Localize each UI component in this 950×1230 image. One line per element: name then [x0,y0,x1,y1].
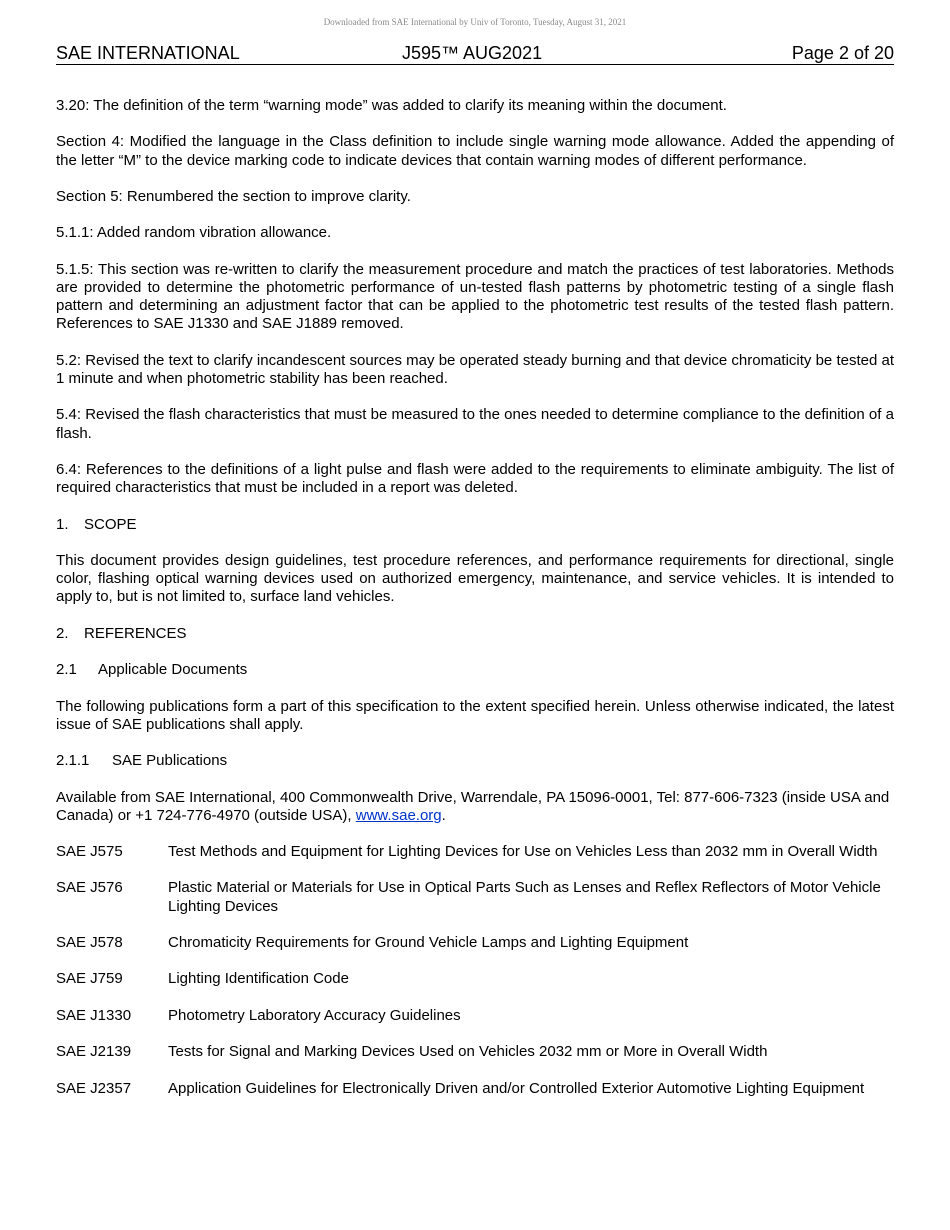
section-heading-references [56,625,894,643]
section-number: 1. [56,515,69,533]
publication-code: SAE J2139 [56,1043,132,1061]
header-page-number: Page 2 of 20 [791,43,894,63]
publication-code: SAE J759 [56,970,123,988]
change-note: 3.20: The definition of the term “warning mode” was added to clarify its meaning within the document. [56,97,727,114]
subsection-heading-sae-publications [56,752,894,770]
change-note: 5.1.5: This section was re-written to clarify the measurement procedure and match the practices of test laboratories. Methods are provided to determine the photometric performance of un-tested flash patterns by photometric testing of a single flash pattern and determining an adjustment factor that can be applied to the photometric test results of the tested flash pattern. References to SAE J1330 and SAE J1889 removed. [56,260,894,333]
section-number: 2.1.1 [56,752,90,770]
section-title: Applicable Documents [98,661,248,679]
change-note: 5.4: Revised the flash characteristics that must be measured to the ones needed to determine compliance to the definition of a flash. [56,406,894,442]
publication-row [56,1080,894,1098]
sae-website-link[interactable]: www.sae.org [355,806,442,824]
publication-title: Tests for Signal and Marking Devices Used on Vehicles 2032 mm or More in Overall Width [168,1043,768,1061]
publication-code: SAE J578 [56,934,123,952]
section-title: SCOPE [84,515,137,533]
availability-suffix: . [441,806,446,824]
publication-row [56,970,894,988]
applicable-documents-text: The following publications form a part of this specification to the extent specified herein. Unless otherwise indicated, the latest issue of SAE publications shall apply. [56,697,894,733]
publication-code: SAE J1330 [56,1006,132,1024]
change-note: 5.2: Revised the text to clarify incandescent sources may be operated steady burning and that device chromaticity be tested at 1 minute and when photometric stability has been reached. [56,351,894,387]
sae-availability-text [56,789,894,825]
publication-code: SAE J2357 [56,1079,132,1097]
scope-text: This document provides design guidelines, test procedure references, and performance requirements for directional, single color, flashing optical warning devices used on authorized emergency, maintenance, and service vehicles. It is intended to apply to, but is not limited to, surface land vehicles. [56,551,894,606]
publication-row [56,879,894,915]
change-note: 5.1.1: Added random vibration allowance. [56,224,332,242]
download-watermark: Downloaded from SAE International by Univ of Toronto, Tuesday, August 31, 2021 [323,17,627,27]
publication-title: Lighting Identification Code [168,970,349,988]
section-number: 2. [56,624,69,642]
document-body [56,97,894,1116]
availability-text: Available from SAE International, 400 Commonwealth Drive, Warrendale, PA 15096-0001, Tel: 877-606-7323 (inside USA and Canada) or +1 724-776-4970 (outside USA), [56,788,890,824]
publication-title: Chromaticity Requirements for Ground Vehicle Lamps and Lighting Equipment [168,934,689,952]
subsection-heading-applicable-documents [56,661,894,679]
publication-row [56,1043,894,1061]
publication-row [56,934,894,952]
publication-title: Photometry Laboratory Accuracy Guidelines [168,1006,461,1024]
change-note: Section 5: Renumbered the section to improve clarity. [56,187,411,205]
publication-code: SAE J576 [56,879,123,897]
publication-row [56,1007,894,1025]
publication-title: Plastic Material or Materials for Use in Optical Parts Such as Lenses and Reflex Reflectors of Motor Vehicle Lighting Devices [168,879,881,915]
section-title: REFERENCES [84,624,187,642]
section-title: SAE Publications [112,752,228,770]
change-note: Section 4: Modified the language in the Class definition to include single warning mode allowance. Added the appending of the letter “M” to the device marking code to indicate devices that contain warning modes of different performance. [56,133,894,169]
publication-row [56,843,894,861]
header-document-id: J595™ AUG2021 [402,43,543,63]
header-organization: SAE INTERNATIONAL [56,43,240,63]
section-heading-scope [56,516,894,534]
publication-title: Application Guidelines for Electronically Driven and/or Controlled Exterior Automotive Lighting Equipment [168,1079,865,1097]
publication-title: Test Methods and Equipment for Lighting Devices for Use on Vehicles Less than 2032 mm in Overall Width [168,843,878,861]
change-note: 6.4: References to the definitions of a light pulse and flash were added to the requirements to eliminate ambiguity. The list of required characteristics that must be included in a report was deleted. [56,460,894,497]
section-number: 2.1 [56,661,77,679]
publication-code: SAE J575 [56,843,123,861]
page-header [56,43,894,65]
